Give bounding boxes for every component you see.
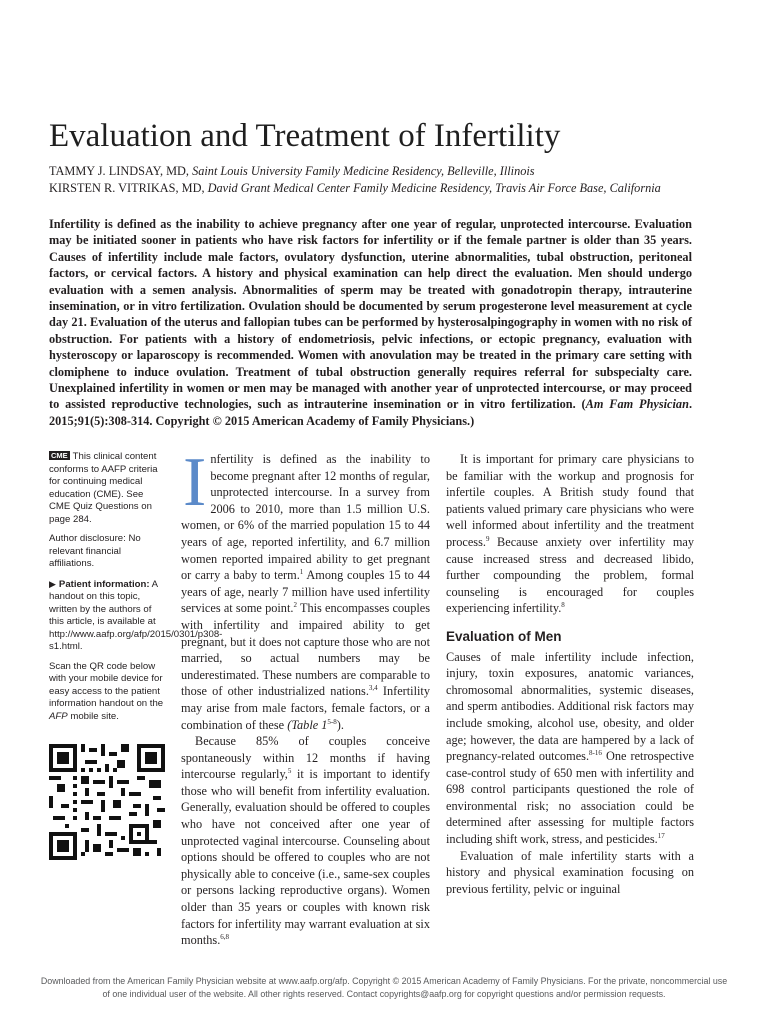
ref-17: 17 bbox=[657, 832, 665, 841]
ref-2: 2 bbox=[293, 601, 297, 610]
paragraph-4 bbox=[446, 649, 694, 848]
qr-instructions bbox=[49, 661, 167, 724]
patient-info-text[interactable]: A handout on this topic, written by the authors of this article, is available at http://www.aafp.org/afp/2015/0301/p308-s1.html. bbox=[49, 578, 223, 652]
citation-details: . 2015;91(5):308-314. Copyright © 2015 American Academy of Family Physicians.) bbox=[49, 397, 693, 428]
author-disclosure: Author disclosure: No relevant financial affiliations. bbox=[49, 533, 141, 569]
qr-text-afp: AFP bbox=[49, 710, 68, 722]
author-1-name: TAMMY J. LINDSAY, MD, bbox=[49, 164, 189, 178]
ref-8-16: 8-16 bbox=[589, 749, 602, 758]
section-heading-evaluation-of-men: Evaluation of Men bbox=[446, 628, 562, 644]
abstract-text: Infertility is defined as the inability to achieve pregnancy after one year of regular, unprotected intercourse. Evaluation may be initiated sooner in patients who have risk factors for infertility or if the female partner is older than 35 years. Causes of infertility include male factors, ovulatory dysfunction, uterine abnormalities, tubal obstruction, peritoneal factors, or cervical factors. A history and physical examination can help direct the evaluation. Men should undergo evaluation with a semen analysis. Abnormalities of sperm may be treated with gonadotropin therapy, intrauterine insemination, or in vitro fertilization. Ovulation should be documented by serum progesterone level measurement at cycle day 21. Evaluation of the uterus and fallopian tubes can be performed by hysterosalpingography in women with no risk of obstruction. For patients with a history of endometriosis, pelvic infections, or ectopic pregnancy, evaluation with hysteroscopy or laparoscopy is recommended. Women with anovulation may be treated in the primary care setting with clomiphene to induce ovulation. Treatment of tubal obstruction generally requires referral for subspecialty care. Unexplained infertility in women or men may be managed with another year of unprotected intercourse, or may proceed to assisted reproductive technologies, such as intrauterine insemination or in vitro fertilization. bbox=[49, 217, 692, 412]
p3-text-a: It is important for primary care physicians to be familiar with the workup and prognosis for infertile couples. A British study found that patients valued primary care physicians who were well informed about infertility and the treatment process. bbox=[446, 452, 694, 549]
abstract bbox=[49, 216, 692, 429]
p4-text-a: Causes of male infertility include infection, injury, toxin exposures, anatomic variances, chromosomal abnormalities, systemic diseases, and sperm antibodies. Additional risk factors may include smoking, alcohol use, obesity, and older age; however, the data are hampered by a lack of pregnancy-related outcomes. bbox=[446, 649, 694, 764]
qr-code-icon[interactable] bbox=[49, 744, 165, 860]
author-1 bbox=[49, 163, 729, 180]
ref-3-4: 3,4 bbox=[368, 684, 378, 693]
p4-text-b: One retrospective case-control study of 650 men with infertility and 698 control participants questioned the role of environmental risk; no association could be determined after assessing for multiple factors including shift work, stress, and pesticides. bbox=[446, 749, 694, 847]
p1-text-a: nfertility is defined as the inability to become pregnant after 12 months of regular, unprotected intercourse. In a survey from 2006 to 2010, more than 1.5 million U.S. women, or 6% of the married population 15 to 44 years of age, reported infertility, and 6.7 million women reported impaired ability to get pregnant or carry a baby to term. bbox=[181, 452, 430, 583]
p1-text-b: Among couples 15 to 44 years of age, nearly 7 million have used infertility services at some point. bbox=[181, 568, 430, 616]
p2-text-a: Because 85% of couples conceive spontaneously within 12 months if having intercourse regularly, bbox=[181, 734, 430, 782]
copyright-footer: Downloaded from the American Family Physician website at www.aafp.org/afp. Copyright © 2015 American Academy of Family Physicians. For the private, noncommercial use of one individual user of the website. All other rights reserved. Contact copyrights@aafp.org for copyright questions and/or permission requests. bbox=[40, 976, 728, 999]
author-2 bbox=[49, 180, 729, 197]
drop-cap: I bbox=[183, 444, 207, 521]
article-title: Evaluation and Treatment of Infertility bbox=[49, 118, 561, 154]
p1-text-d: Infertility may arise from male factors, female factors, or a combination of these bbox=[181, 684, 430, 732]
ref-9: 9 bbox=[485, 534, 490, 543]
author-1-affiliation: Saint Louis University Family Medicine Residency, Belleville, Illinois bbox=[192, 164, 535, 178]
triangle-right-icon: ▶ bbox=[49, 578, 56, 589]
qr-text-1: Scan the QR code below with your mobile device for easy access to the patient information handout on the bbox=[49, 660, 164, 709]
paragraph-5: Evaluation of male infertility starts with a history and physical examination focusing on previous fertility, pelvic or inguinal bbox=[446, 848, 694, 896]
cme-badge: CME bbox=[51, 451, 68, 460]
body-column-1 bbox=[181, 444, 431, 949]
author-2-affiliation: David Grant Medical Center Family Medicine Residency, Travis Air Force Base, California bbox=[207, 181, 661, 195]
cme-text: This clinical content conforms to AAFP criteria for continuing medical education (CME). See CME Quiz Questions on page 284. bbox=[49, 451, 158, 525]
author-2-name: KIRSTEN R. VITRIKAS, MD, bbox=[49, 181, 205, 195]
patient-information bbox=[49, 578, 223, 654]
ref-5: 5 bbox=[287, 767, 292, 776]
patient-info-label: Patient information: bbox=[58, 578, 150, 590]
p1-text-e: ). bbox=[336, 717, 344, 732]
table-1-reference[interactable]: (Table 1 bbox=[287, 717, 328, 732]
p3-text-b: Because anxiety over infertility may cause increased stress and decreased libido, further compounding the problem, formal counseling is encouraged for couples experiencing infertility. bbox=[446, 534, 694, 616]
ref-6-8: 6,8 bbox=[220, 933, 230, 942]
citation-open: ( bbox=[581, 397, 586, 412]
paragraph-1 bbox=[181, 444, 431, 733]
paragraph-3 bbox=[446, 451, 694, 617]
p1-text-c: This encompasses couples with infertility and impaired ability to get pregnant, but it does not capture those who are not married, so actual numbers may be underestimated. These numbers are comparable to those of other industrialized nations. bbox=[181, 601, 431, 699]
ref-1: 1 bbox=[299, 568, 304, 577]
sidebar bbox=[49, 451, 223, 730]
cme-note bbox=[49, 451, 167, 526]
ref-5-8: 5-8 bbox=[327, 717, 337, 726]
body-column-2 bbox=[446, 451, 694, 897]
paragraph-2 bbox=[181, 733, 430, 949]
citation-journal: Am Fam Physician bbox=[585, 397, 689, 412]
ref-8: 8 bbox=[561, 601, 565, 610]
qr-text-2: mobile site. bbox=[70, 710, 119, 722]
author-list bbox=[49, 163, 729, 197]
p2-text-b: it is important to identify those who will benefit from infertility evaluation. Generally, evaluation should be offered to couples who have not conceived after one year of unprotected vaginal intercourse. Counseling about options should be offered to couples who are not physically able to conceive (i.e., same-sex couples or persons lacking reproductive organs). Women older than 35 years or couples with known risk factors for infertility may warrant evaluation at six months. bbox=[181, 767, 430, 948]
